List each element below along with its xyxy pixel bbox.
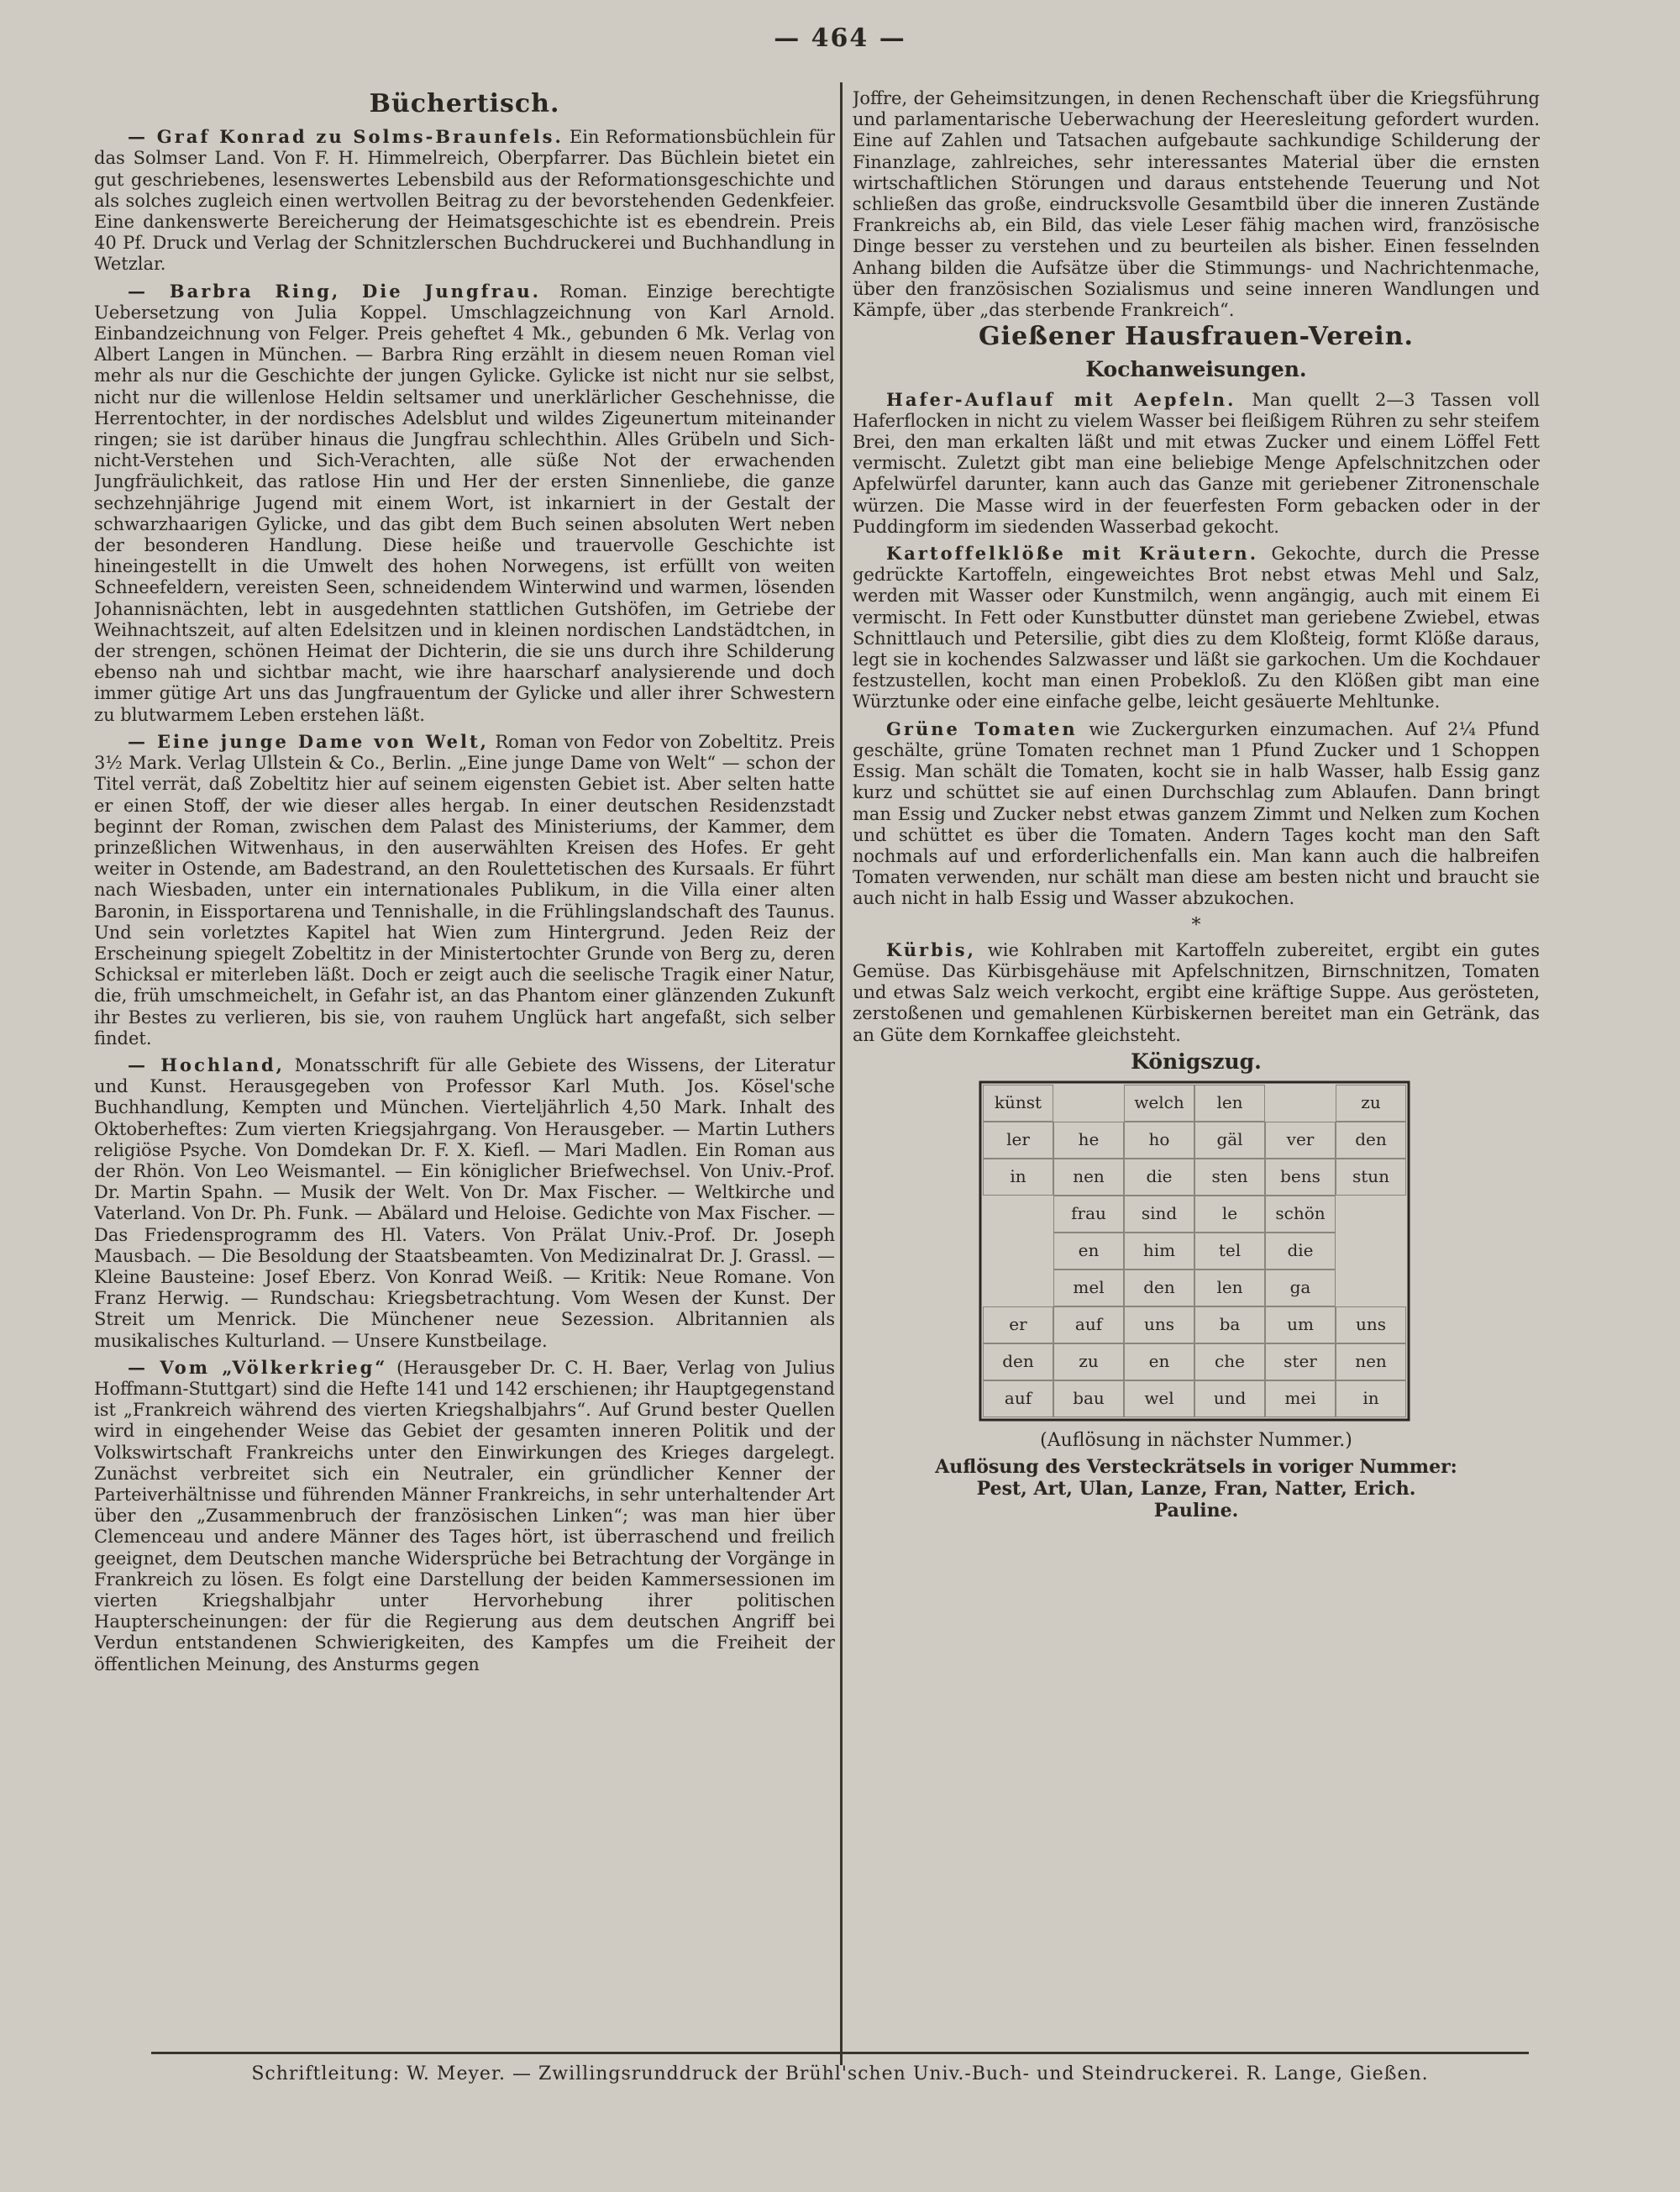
recipe-text: wie Kohlraben mit Kartoffeln zubereitet, ergibt ein gutes Gemüse. Das Kürbisgehäuse mit Apfelschnitzen, Birnschnitzen, Tomaten und etwas Salz weich verkocht, ergibt eine kräftige Suppe. Aus gerösteten, zerstoßenen und gemahlenen Kürbiskernen bereitet man ein Getränk, das an Güte dem Kornkaffee gleichsteht.: [853, 939, 1540, 1045]
review-lead: — Barbra Ring, Die Jungfrau.: [128, 280, 541, 302]
puzzle-cell: tel: [1194, 1233, 1265, 1269]
column-divider: [840, 82, 843, 2065]
puzzle-cell: [1336, 1233, 1406, 1269]
book-review: [94, 1357, 835, 1675]
recipe: [853, 718, 1540, 910]
puzzle-cell: den: [1336, 1122, 1406, 1159]
puzzle-cell: wel: [1124, 1380, 1194, 1417]
left-column: [94, 88, 835, 2046]
puzzle-cell: er: [983, 1306, 1053, 1343]
puzzle-cell: le: [1194, 1196, 1265, 1233]
review-text: (Herausgeber Dr. C. H. Baer, Verlag von Julius Hoffmann-Stuttgart) sind die Hefte 141 und 142 erschienen; ihr Hauptgegenstand ist „Frankreich während des vierten Kriegshalbjahrs“. Auf Grund bester Quellen wird in eingehender Weise das Gebiet der gesamten inneren Politik und der Volkswirtschaft Frankreichs unter den Einwirkungen des Krieges dargelegt. Zunächst verbreitet sich ein Neutraler, ein gründlicher Kenner der Parteiverhältnisse und führenden Männer Frankreichs, in sehr unterhaltender Art über den „Zusammenbruch der französischen Linken“; was man hier über Clemenceau und andere Männer des Tages hört, ist überraschend und freilich geeignet, dem Deutschen manche Widersprüche bei Betrachtung der Vorgänge in Frankreich zu lösen. Es folgt eine Darstellung der beiden Kammersessionen im vierten Kriegshalbjahr unter Hervorhebung ihrer politischen Haupterscheinungen: der für die Regierung aus dem deutschen Angriff bei Verdun entstandenen Schwierigkeiten, des Kampfes um die Freiheit der öffentlichen Meinung, des Ansturms gegen: [94, 1357, 835, 1674]
recipe: [853, 389, 1540, 538]
puzzle-cell: auf: [983, 1380, 1053, 1417]
footer-rule: [151, 2052, 1529, 2054]
puzzle-cell: nen: [1336, 1343, 1406, 1380]
puzzle-cell: len: [1194, 1085, 1265, 1122]
puzzle-cell: künst: [983, 1085, 1053, 1122]
puzzle-cell: [1336, 1269, 1406, 1306]
puzzle-cell: um: [1265, 1306, 1336, 1343]
book-review: [94, 731, 835, 1049]
puzzle-cell: in: [1336, 1380, 1406, 1417]
puzzle-cell: sten: [1194, 1159, 1265, 1196]
right-column: [853, 88, 1540, 2054]
puzzle-cell: ver: [1265, 1122, 1336, 1159]
book-section-heading: Büchertisch.: [369, 89, 560, 118]
puzzle-cell: zu: [1336, 1085, 1406, 1122]
recipes-subheading: Kochanweisungen.: [1085, 357, 1307, 382]
puzzle-cell: stun: [1336, 1159, 1406, 1196]
puzzle-cell: auf: [1053, 1306, 1124, 1343]
puzzle-cell: [1053, 1085, 1124, 1122]
puzzle-cell: ler: [983, 1122, 1053, 1159]
puzzle-cell: len: [1194, 1269, 1265, 1306]
review-lead: — Eine junge Dame von Welt,: [128, 730, 489, 752]
puzzle-cell: [983, 1196, 1053, 1233]
page-number: — 464 —: [774, 24, 906, 53]
puzzle-cell: he: [1053, 1122, 1124, 1159]
book-review: [94, 1054, 835, 1352]
puzzle-cell: [1336, 1196, 1406, 1233]
puzzle-cell: den: [1124, 1269, 1194, 1306]
recipe-title: Hafer-Auflauf mit Aepfeln.: [886, 388, 1236, 410]
review-lead: — Vom „Völkerkrieg“: [128, 1356, 388, 1378]
recipe-title: Kartoffelklöße mit Kräutern.: [886, 543, 1259, 565]
review-continuation: Joffre, der Geheimsitzungen, in denen Rechenschaft über die Kriegsführung und parlamentarische Ueberwachung der Heeresleitung gefordert wurden. Eine auf Zahlen und Tatsachen aufgebaute sachkundige Schilderung der Finanzlage, zahlreiches, sehr interessantes Material über die ernsten wirtschaftlichen Störungen und daraus entstehende Teuerung und Not schließen das große, eindrucksvolle Gesamtbild über die inneren Zustände Frankreichs ab, ein Bild, das viele Leser fähig machen wird, französische Dinge besser zu verstehen und zu beurteilen als bisher. Einen fesselnden Anhang bilden die Aufsätze über die Stimmungs- und Nachrichtenmache, über den französischen Sozialismus und seine inneren Wandlungen und Kämpfe, über „das sterbende Frankreich“.: [853, 88, 1540, 321]
puzzle-cell: ho: [1124, 1122, 1194, 1159]
recipe: [853, 543, 1540, 713]
recipe-text: Man quellt 2—3 Tassen voll Haferflocken in nicht zu vielem Wasser bei fleißigem Rühren zu sehr steifem Brei, den man erkalten läßt und mit etwas Zucker und einem Löffel Fett vermischt. Zuletzt gibt man eine beliebige Menge Apfelschnitzchen oder Apfelwürfel darunter, kann auch das Ganze mit geriebener Zitronenschale würzen. Die Masse wird in der feuerfesten Form gebacken oder in der Puddingform im siedenden Wasserbad gekocht.: [853, 389, 1540, 537]
puzzle-cell: schön: [1265, 1196, 1336, 1233]
puzzle-cell: in: [983, 1159, 1053, 1196]
puzzle-cell: ster: [1265, 1343, 1336, 1380]
review-text: Ein Reformationsbüchlein für das Solmser Land. Von F. H. Himmelreich, Oberpfarrer. Das Büchlein bietet ein gut geschriebenes, lesenswertes Lebensbild aus der Reformationsgeschichte und als solches zugleich einen wertvollen Beitrag zu der bevorstehenden Gedenkfeier. Eine dankenswerte Bereicherung der Heimatsgeschichte ist es ebendrein. Preis 40 Pf. Druck und Verlag der Schnitzlerschen Buchdruckerei und Buchhandlung in Wetzlar.: [94, 127, 835, 275]
club-heading: Gießener Hausfrauen-Verein.: [979, 322, 1414, 352]
puzzle-title: Königszug.: [1131, 1049, 1262, 1074]
puzzle-cell: uns: [1124, 1306, 1194, 1343]
puzzle-cell: und: [1194, 1380, 1265, 1417]
recipe-text: Gekochte, durch die Presse gedrückte Kartoffeln, eingeweichtes Brot nebst etwas Mehl und Salz, werden mit Wasser oder Kunstmilch, wenn angängig, auch mit einem Ei vermischt. In Fett oder Kunstbutter dünstet man geriebene Zwiebel, etwas Schnittlauch und Petersilie, gibt dies zu dem Kloßteig, formt Klöße daraus, legt sie in kochendes Salzwasser und läßt sie garkochen. Um die Kochdauer festzustellen, kocht man einen Probekloß. Zu den Klößen gibt man eine Würztunke oder eine einfache gelbe, leicht gesäuerte Mehltunke.: [853, 544, 1540, 712]
answer-heading: Auflösung des Versteckrätsels in voriger Nummer:: [935, 1456, 1457, 1479]
puzzle-cell: [1265, 1085, 1336, 1122]
review-text: Monatsschrift für alle Gebiete des Wissens, der Literatur und Kunst. Herausgegeben von Professor Karl Muth. Jos. Kösel'sche Buchhandlung, Kempten und München. Vierteljährlich 4,50 Mark. Inhalt des Oktoberheftes: Zum vierten Kriegsjahrgang. Von Herausgeber. — Martin Luthers religiöse Psyche. Von Domdekan Dr. F. X. Kiefl. — Mari Madlen. Ein Roman aus der Rhön. Von Leo Weismantel. — Ein königlicher Briefwechsel. Von Univ.-Prof. Dr. Martin Spahn. — Musik der Welt. Von Dr. Max Fischer. — Weltkirche und Vaterland. Von Dr. Ph. Funk. — Abälard und Heloise. Gedichte von Max Fischer. — Das Friedensprogramm des Hl. Vaters. Von Prälat Univ.-Prof. Dr. Joseph Mausbach. — Die Besoldung der Staatsbeamten. Von Medizinalrat Dr. J. Grassl. — Kleine Bausteine: Josef Eberz. Von Konrad Weiß. — Kritik: Neue Romane. Von Franz Herwig. — Rundschau: Kriegsbetrachtung. Vom Wesen der Kunst. Der Streit um Menrick. Die Münchener neue Sezession. Albritannien als musikalisches Kulturland. — Unsere Kunstbeilage.: [94, 1054, 835, 1351]
puzzle-cell: gäl: [1194, 1122, 1265, 1159]
book-review: [94, 281, 835, 726]
puzzle-cell: bau: [1053, 1380, 1124, 1417]
puzzle-cell: die: [1124, 1159, 1194, 1196]
recipe-title: Kürbis,: [886, 938, 976, 960]
puzzle-cell: [983, 1233, 1053, 1269]
puzzle-cell: zu: [1053, 1343, 1124, 1380]
recipe-text: wie Zuckergurken einzumachen. Auf 2¼ Pfund geschälte, grüne Tomaten rechnet man 1 Pfund Zucker und 1 Schoppen Essig. Man schält die Tomaten, kocht sie in halb Wasser, halb Essig ganz kurz und schüttet sie auf einen Durchschlag zum Ablaufen. Dann bringt man Essig und Zucker nebst etwas ganzem Zimmt und Nelken zum Kochen und schüttet es über die Tomaten. Andern Tages kocht man den Saft nochmals auf und erforderlichenfalls ein. Man kann auch die halbreifen Tomaten verwenden, nur schält man diese am besten nicht und braucht sie auch nicht in halb Essig und Wasser abzukochen.: [853, 718, 1540, 909]
puzzle-cell: ba: [1194, 1306, 1265, 1343]
puzzle-cell: die: [1265, 1233, 1336, 1269]
recipe: [853, 939, 1540, 1046]
review-lead: — Graf Konrad zu Solms-Braunfels.: [128, 126, 564, 148]
puzzle-cell: sind: [1124, 1196, 1194, 1233]
puzzle-cell: en: [1124, 1343, 1194, 1380]
puzzle-cell: nen: [1053, 1159, 1124, 1196]
puzzle-cell: che: [1194, 1343, 1265, 1380]
review-text: Roman. Einzige berechtigte Uebersetzung von Julia Koppel. Umschlagzeichnung von Karl Arnold. Einbandzeichnung von Felger. Preis geheftet 4 Mk., gebunden 6 Mk. Verlag von Albert Langen in München. — Barbra Ring erzählt in diesem neuen Roman viel mehr als nur die Geschichte der jungen Gylicke. Gylicke ist nicht nur sie selbst, nicht nur die willenlose Heldin seltsamer und unerklärlicher Geschehnisse, die Herrentochter, in der nordisches Adelsblut und wildes Zigeunertum miteinander ringen; sie ist darüber hinaus die Jungfrau schlechthin. Alles Grübeln und Sich-nicht-Verstehen und Sich-Verachten, alle süße Not der erwachenden Jungfräulichkeit, das ratlose Hin und Her der ersten Sinnenliebe, die ganze sechzehnjährige Jugend mit einem Wort, ist inkarniert in der Gestalt der schwarzhaarigen Gylicke, und das gibt dem Buch seinen absoluten Wert neben der besonderen Handlung. Diese heiße und trauervolle Geschichte ist hineingestellt in die Umwelt des hohen Norwegens, ist erfüllt von weiten Schneefeldern, vereisten Seen, schneidendem Winterwind und warmen, lösenden Johannisnächten, lebt in ausgedehnten stattlichen Gutshöfen, im Getriebe der Weihnachtszeit, auf alten Edelsitzen und in kleinen nordischen Landstädtchen, in der strengen, schönen Heimat der Dichterin, die sie uns durch ihre Schilderung ebenso nah und sichtbar macht, wie ihre haarscharf analysierende und doch immer gütige Art uns das Jungfrauentum der Gylicke und aller ihrer Schwestern zu blutwarmem Leben erstehen läßt.: [94, 281, 835, 725]
puzzle-cell: frau: [1053, 1196, 1124, 1233]
puzzle-cell: him: [1124, 1233, 1194, 1269]
review-lead: — Hochland,: [128, 1054, 285, 1075]
puzzle-cell: welch: [1124, 1085, 1194, 1122]
answer-name: Pauline.: [1153, 1500, 1239, 1522]
previous-answer: [853, 1456, 1540, 1522]
puzzle-cell: mei: [1265, 1380, 1336, 1417]
imprint-footer: Schriftleitung: W. Meyer. — Zwillingsrunddruck der Brühl'schen Univ.-Buch- und Steindruckerei. R. Lange, Gießen.: [251, 2063, 1429, 2084]
puzzle-cell: en: [1053, 1233, 1124, 1269]
review-text: Roman von Fedor von Zobeltitz. Preis 3½ Mark. Verlag Ullstein & Co., Berlin. „Eine junge Dame von Welt“ — schon der Titel verrät, daß Zobeltitz hier auf seinem eigensten Gebiet ist. Aber selten hatte er einen Stoff, der wie dieser alles hergab. In einer deutschen Residenzstadt beginnt der Roman, zwischen dem Palast des Ministeriums, der Kammer, dem prinzeßlichen Witwenhaus, in den auserwählten Kreisen des Hofes. Er geht weiter in Ostende, am Badestrand, an den Roulettetischen des Kursaals. Er führt nach Wiesbaden, unter ein internationales Publikum, in die Villa einer alten Baronin, in Eissportarena und Tennishalle, in die Frühlingslandschaft des Taunus. Und sein vorletztes Kapitel hat Wien zum Hintergrund. Jeden Reiz der Erscheinung spiegelt Zobeltitz in der Ministertochter Grunde von Berg zu, deren Schicksal er miterleben läßt. Doch er zeigt auch die seelische Tragik einer Natur, die, früh umschmeichelt, in Gefahr ist, an das Phantom einer glänzenden Zukunft ihr Bestes zu verlieren, bis sie, von rauhem Unglück hart angefaßt, sich selber findet.: [94, 731, 835, 1049]
kings-tour-puzzle: [853, 1080, 1540, 1422]
book-review: [94, 126, 835, 275]
puzzle-cell: mel: [1053, 1269, 1124, 1306]
separator-star: *: [1191, 914, 1201, 936]
puzzle-cell: [983, 1269, 1053, 1306]
answer-words: Pest, Art, Ulan, Lanze, Fran, Natter, Erich.: [976, 1478, 1416, 1501]
puzzle-cell: bens: [1265, 1159, 1336, 1196]
puzzle-solution-note: (Auflösung in nächster Nummer.): [1040, 1429, 1352, 1451]
puzzle-cell: den: [983, 1343, 1053, 1380]
puzzle-cell: uns: [1336, 1306, 1406, 1343]
recipe-title: Grüne Tomaten: [886, 718, 1078, 739]
puzzle-cell: ga: [1265, 1269, 1336, 1306]
